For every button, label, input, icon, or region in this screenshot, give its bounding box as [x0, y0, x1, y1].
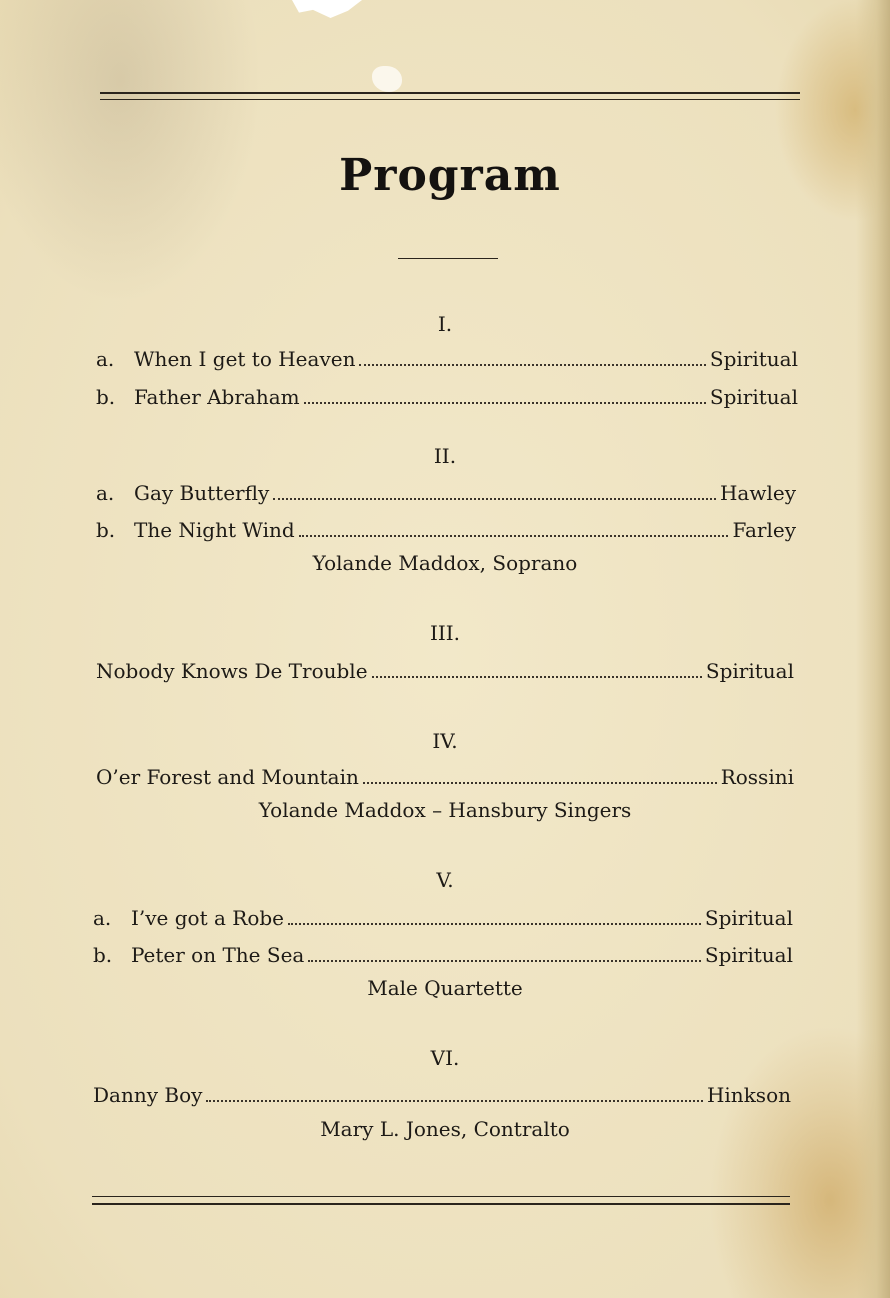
entry-composer: Hawley	[719, 481, 796, 505]
entry-composer: Spiritual	[709, 385, 798, 409]
entry-piece: The Night Wind	[134, 518, 295, 542]
entry-piece: Danny Boy	[93, 1083, 203, 1107]
section-numeral-3: III.	[429, 621, 461, 645]
program-entry	[96, 481, 796, 505]
program-entry	[93, 1083, 791, 1107]
entry-letter: a.	[93, 906, 112, 930]
leader-dots	[359, 364, 705, 366]
section-numeral-5: V.	[436, 868, 454, 892]
program-entry	[96, 347, 798, 371]
program-entry	[93, 906, 793, 930]
entry-composer: Spiritual	[709, 347, 798, 371]
leader-dots	[288, 923, 701, 925]
entry-composer: Spiritual	[705, 659, 794, 683]
program-title: Program	[339, 150, 561, 201]
title-underline	[398, 258, 498, 259]
top-double-rule	[100, 92, 800, 100]
entry-composer: Farley	[732, 518, 796, 542]
entry-letter: b.	[96, 385, 116, 409]
entry-letter: a.	[96, 481, 115, 505]
section-performer-2: Yolande Maddox, Soprano	[312, 551, 578, 575]
entry-letter: b.	[93, 943, 113, 967]
leader-dots	[363, 782, 717, 784]
entry-piece: Peter on The Sea	[131, 943, 305, 967]
section-numeral-1: I.	[437, 312, 453, 336]
torn-corner	[292, 0, 362, 18]
entry-piece: Gay Butterfly	[134, 481, 270, 505]
leader-dots	[308, 960, 701, 962]
entry-piece: Father Abraham	[134, 385, 300, 409]
entry-composer: Hinkson	[706, 1083, 791, 1107]
leader-dots	[273, 498, 716, 500]
section-numeral-6: VI.	[430, 1046, 460, 1070]
entry-composer: Spiritual	[704, 906, 793, 930]
leader-dots	[299, 535, 729, 537]
program-entry	[96, 385, 798, 409]
program-entry	[96, 659, 794, 683]
entry-piece: O’er Forest and Mountain	[96, 765, 359, 789]
punched-hole	[372, 66, 402, 92]
leader-dots	[304, 402, 706, 404]
program-entry	[96, 765, 794, 789]
section-numeral-4: IV.	[432, 729, 458, 753]
entry-piece: Nobody Knows De Trouble	[96, 659, 368, 683]
section-performer-6: Mary L. Jones, Contralto	[320, 1117, 570, 1141]
entry-piece: When I get to Heaven	[134, 347, 356, 371]
section-numeral-2: II.	[433, 444, 457, 468]
bottom-double-rule	[92, 1196, 790, 1205]
entry-composer: Rossini	[720, 765, 794, 789]
section-performer-4: Yolande Maddox – Hansbury Singers	[258, 798, 632, 822]
program-entry	[96, 518, 796, 542]
entry-composer: Spiritual	[704, 943, 793, 967]
entry-piece: I’ve got a Robe	[131, 906, 285, 930]
leader-dots	[372, 676, 702, 678]
section-performer-5: Male Quartette	[367, 976, 523, 1000]
entry-letter: b.	[96, 518, 116, 542]
entry-letter: a.	[96, 347, 115, 371]
program-entry	[93, 943, 793, 967]
leader-dots	[206, 1100, 703, 1102]
